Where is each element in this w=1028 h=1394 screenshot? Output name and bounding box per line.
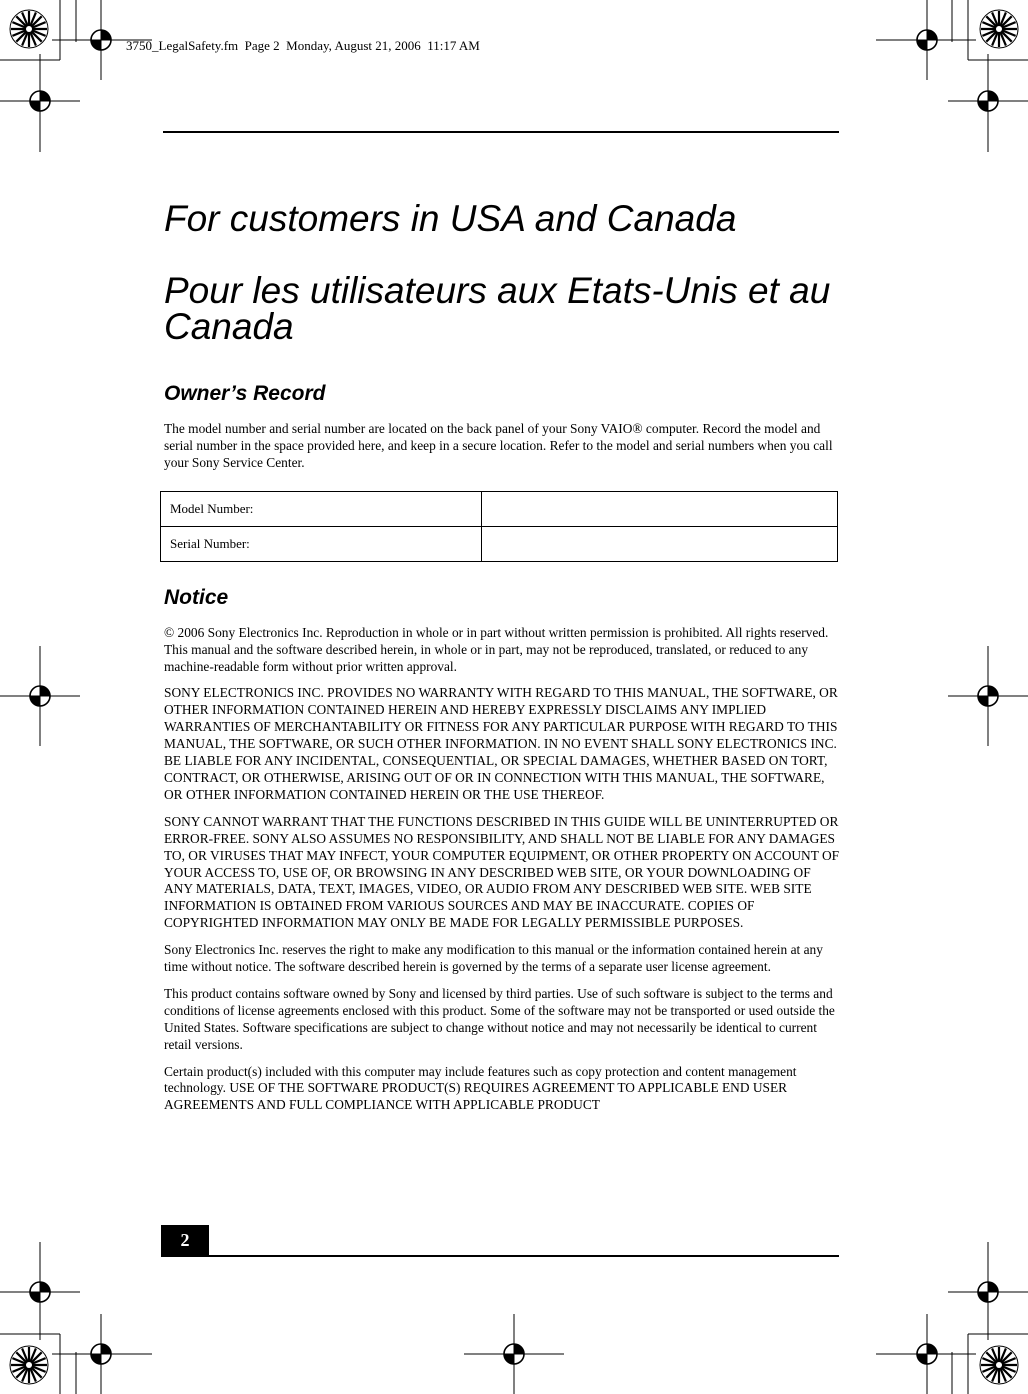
notice-warranty: SONY ELECTRONICS INC. PROVIDES NO WARRANTY WITH REGARD TO THIS MANUAL, THE SOFTWARE, OR OTHER INFORMATION CONTAINED HEREIN AND HEREBY EXPRESSLY DISCLAIMS ANY IMPLIED WARRANTIES OF MERCHANTABILITY OR FITNESS FOR ANY PARTICULAR PURPOSE WITH REGARD TO THIS MANUAL, THE SOFTWARE, OR SUCH OTHER INFORMATION. IN NO EVENT SHALL SONY ELECTRONICS INC. BE LIABLE FOR ANY INCIDENTAL, CONSEQUENTIAL, OR SPECIAL DAMAGES, WHETHER BASED ON TORT, CONTRACT, OR OTHERWISE, ARISING OUT OF OR IN CONNECTION WITH THIS MANUAL, THE SOFTWARE, OR OTHER INFORMATION CONTAINED HEREIN OR THE USE THEREOF. (164, 685, 838, 802)
page-content (164, 195, 840, 1124)
serial-number-label: Serial Number: (161, 526, 482, 561)
notice-modification: Sony Electronics Inc. reserves the right to make any modification to this manual or the information contained herein at any time without notice. The software described herein is governed by the terms of a separate user license agreement. (164, 942, 823, 975)
table-row (161, 491, 838, 526)
serial-number-field (482, 526, 838, 561)
notice-copyright: © 2006 Sony Electronics Inc. Reproduction in whole or in part without written permission is prohibited. All rights reserved. This manual and the software described herein, in whole or in part, may not be reproduced, translated, or reduced to any machine-readable form without prior written approval. (164, 624, 829, 674)
notice-heading: Notice (164, 585, 229, 609)
notice-copy-protection: Certain product(s) included with this computer may include features such as copy protection and content management technology. USE OF THE SOFTWARE PRODUCT(S) REQUIRES AGREEMENT TO APPLICABLE END USER AGREEMENTS AND FULL COMPLIANCE WITH APPLICABLE PRODUCT (164, 1063, 797, 1113)
owners-record-table (160, 491, 838, 562)
model-number-field (482, 491, 838, 526)
title-french: Pour les utilisateurs aux Etats-Unis et au Canada (164, 270, 831, 347)
header-rule (163, 131, 839, 133)
print-slug: 3750_LegalSafety.fm Page 2 Monday, August 21, 2006 11:17 AM (126, 38, 480, 53)
footer-rule (161, 1255, 839, 1257)
owners-record-heading: Owner’s Record (164, 382, 326, 405)
title-english: For customers in USA and Canada (164, 198, 737, 239)
notice-third-party: This product contains software owned by Sony and licensed by third parties. Use of such software is subject to the terms and conditions of license agreements enclosed with this product. Some of the software may not be transported or used outside the United States. Software specifications are subject to change without notice and may not necessarily be identical to current retail versions. (164, 985, 835, 1052)
model-number-label: Model Number: (161, 491, 482, 526)
notice-liability: SONY CANNOT WARRANT THAT THE FUNCTIONS DESCRIBED IN THIS GUIDE WILL BE UNINTERRUPTED OR ERROR-FREE. SONY ALSO ASSUMES NO RESPONSIBILITY, AND SHALL NOT BE LIABLE FOR ANY DAMAGES TO, OR VIRUSES THAT MAY INFECT, YOUR COMPUTER EQUIPMENT, OR OTHER PROPERTY ON ACCOUNT OF YOUR ACCESS TO, USE OF, OR BROWSING IN ANY DESCRIBED WEB SITE, OR YOUR DOWNLOADING OF ANY MATERIALS, DATA, TEXT, IMAGES, VIDEO, OR AUDIO FROM ANY DESCRIBED WEB SITE. WEB SITE INFORMATION IS OBTAINED FROM VARIOUS SOURCES AND MAY BE INACCURATE. COPIES OF COPYRIGHTED INFORMATION MAY ONLY BE MADE FOR LEGALLY PERMISSIBLE PURPOSES. (164, 813, 840, 931)
page-number: 2 (161, 1225, 209, 1257)
owners-record-intro: The model number and serial number are located on the back panel of your Sony VAIO® computer. Record the model and serial number in the space provided here, and keep in a secure location. Refer to the model and serial numbers when you call your Sony Service Center. (164, 421, 833, 470)
table-row (161, 526, 838, 561)
